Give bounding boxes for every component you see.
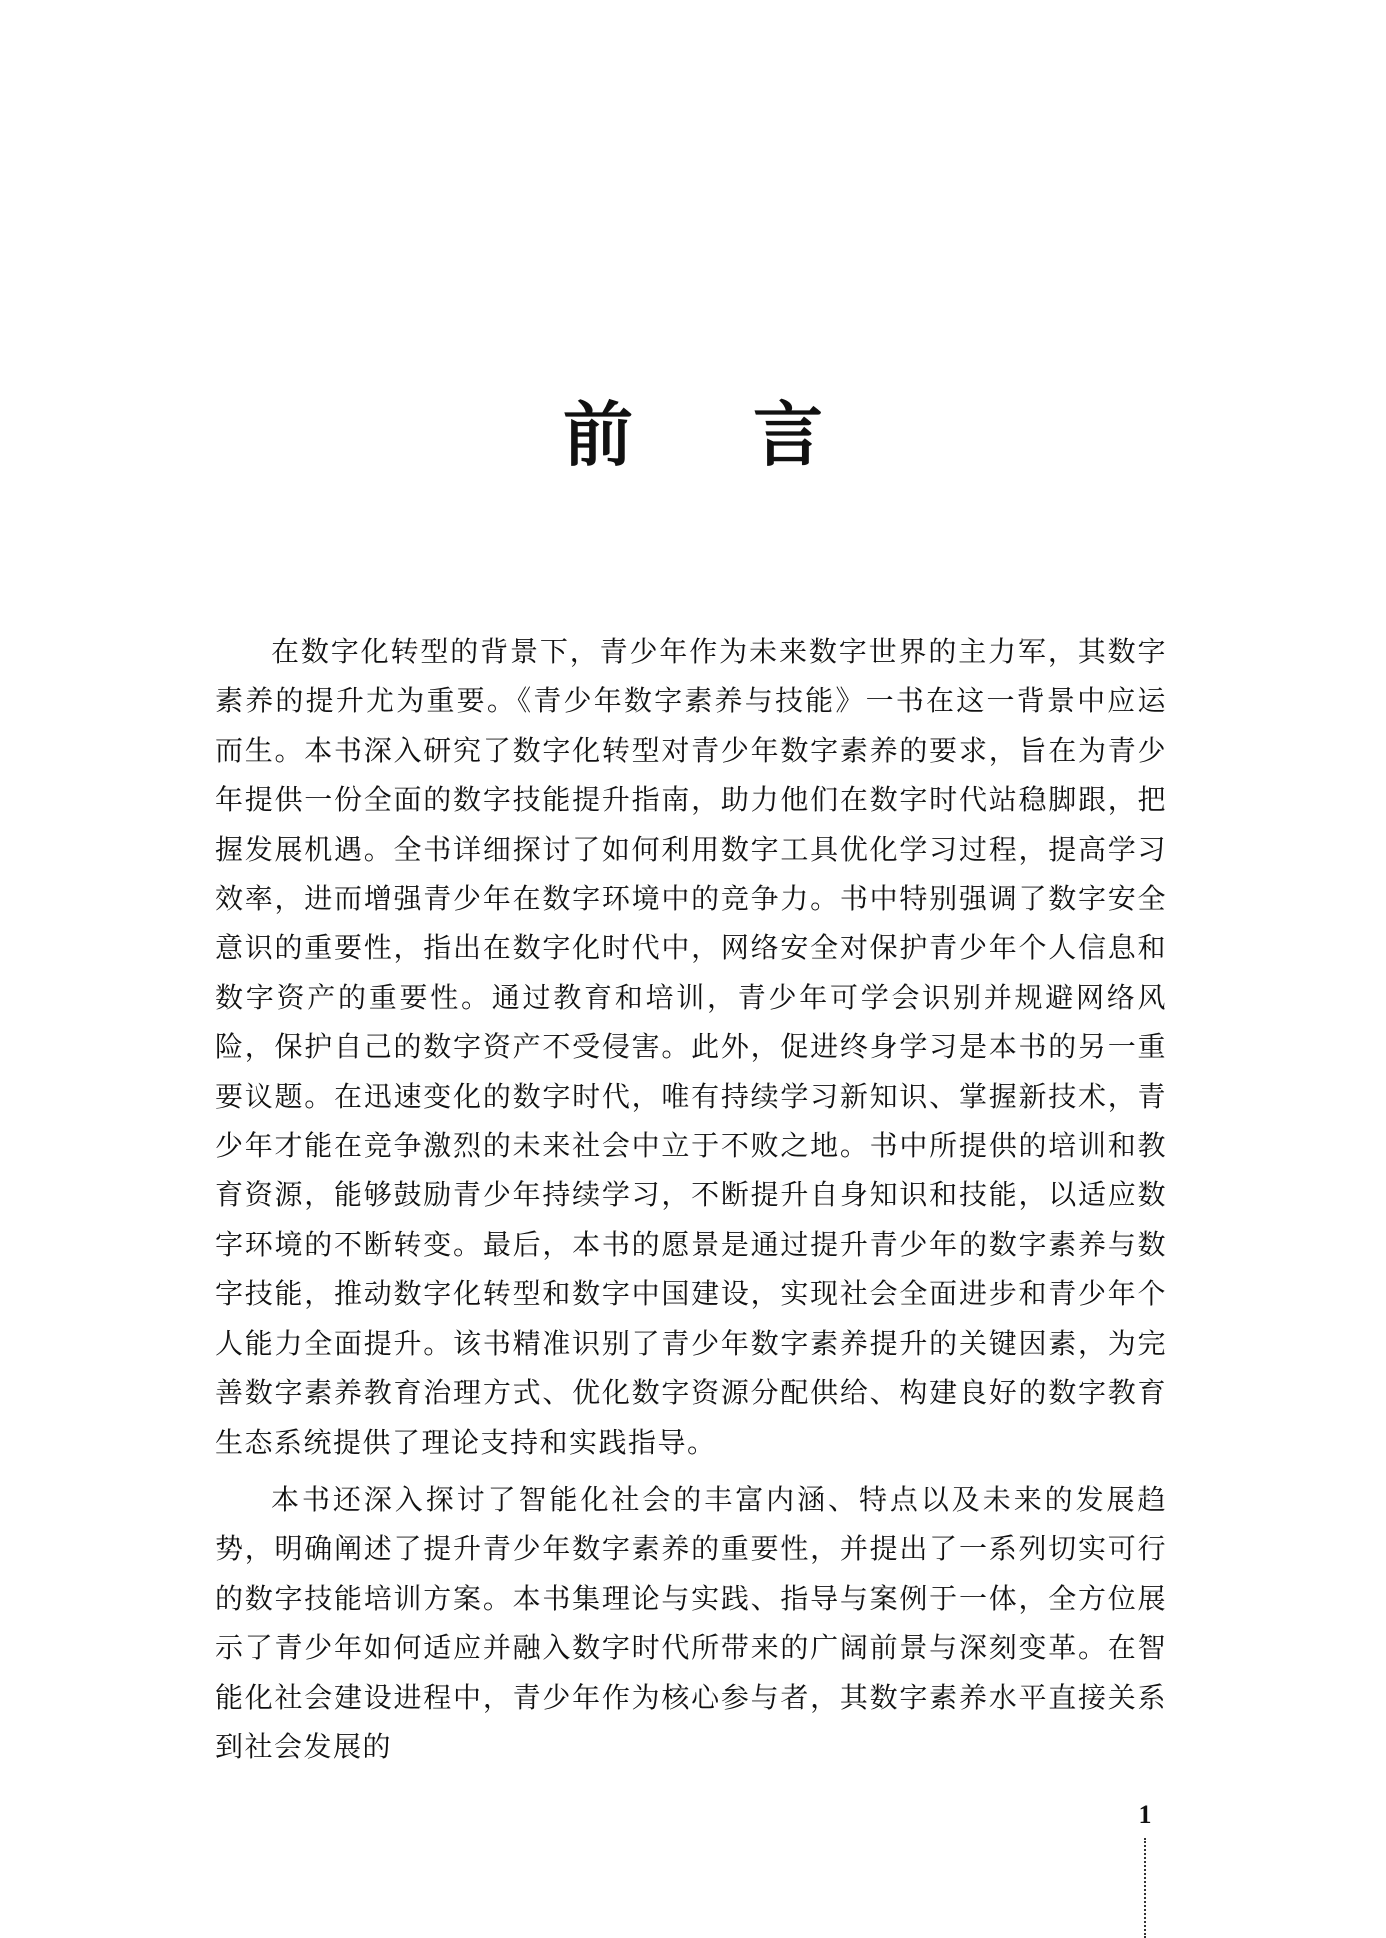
paragraph-1: 在数字化转型的背景下，青少年作为未来数字世界的主力军，其数字素养的提升尤为重要。《青少年数字素养与技能》一书在这一背景中应运而生。本书深入研究了数字化转型对青少年数字素养的要求，旨在为青少年提供一份全面的数字技能提升指南，助力他们在数字时代站稳脚跟，把握发展机遇。全书详细探讨了如何利用数字工具优化学习过程，提高学习效率，进而增强青少年在数字环境中的竞争力。书中特别强调了数字安全意识的重要性，指出在数字化时代中，网络安全对保护青少年个人信息和数字资产的重要性。通过教育和培训，青少年可学会识别并规避网络风险，保护自己的数字资产不受侵害。此外，促进终身学习是本书的另一重要议题。在迅速变化的数字时代，唯有持续学习新知识、掌握新技术，青少年才能在竞争激烈的未来社会中立于不败之地。书中所提供的培训和教育资源，能够鼓励青少年持续学习，不断提升自身知识和技能，以适应数字环境的不断转变。最后，本书的愿景是通过提升青少年的数字素养与数字技能，推动数字化转型和数字中国建设，实现社会全面进步和青少年个人能力全面提升。该书精准识别了青少年数字素养提升的关键因素，为完善数字素养教育治理方式、优化数字资源分配供给、构建良好的数字教育生态系统提供了理论支持和实践指导。 — [215, 635, 1167, 1459]
paragraph-2: 本书还深入探讨了智能化社会的丰富内涵、特点以及未来的发展趋势，明确阐述了提升青少年数字素养的重要性，并提出了一系列切实可行的数字技能培训方案。本书集理论与实践、指导与案例于一体，全方位展示了青少年如何适应并融入数字时代所带来的广阔前景与深刻变革。在智能化社会建设进程中，青少年作为核心参与者，其数字素养水平直接关系到社会发展的 — [215, 1482, 1167, 1763]
page-number: 1 — [1138, 1800, 1152, 1829]
page-title: 前言 — [563, 394, 943, 476]
preface-body — [215, 627, 1167, 1779]
margin-dotted-rule — [1144, 1838, 1146, 1938]
